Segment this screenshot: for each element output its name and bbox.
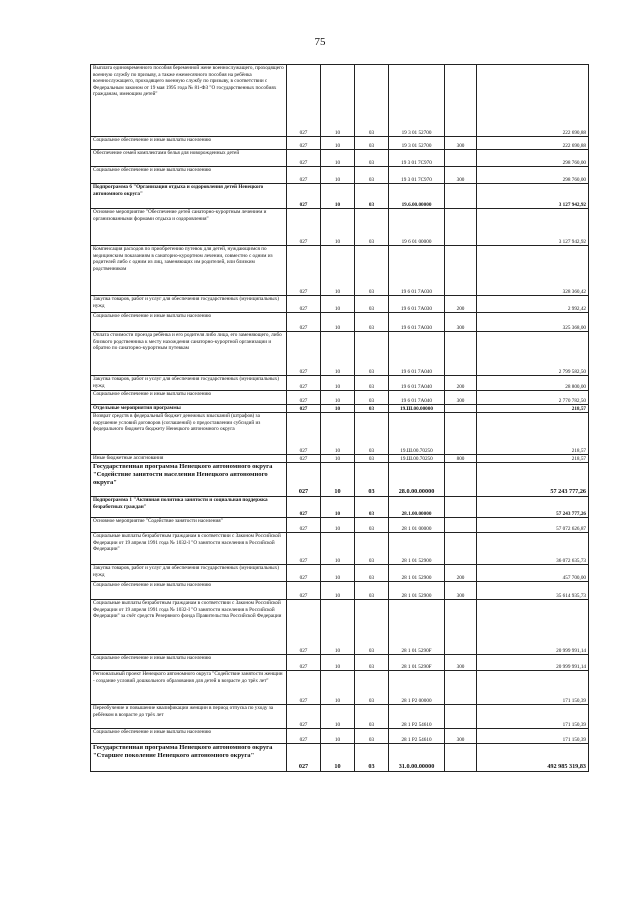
row-amount: 222 690,88 [477,65,589,137]
row-expense-type [445,209,477,246]
row-section-code: 10 [321,497,355,518]
row-expense-type [445,705,477,729]
row-target-article: 28 1 01 00000 [389,518,445,533]
row-subsection-code: 03 [355,744,389,772]
row-subsection-code: 03 [355,391,389,405]
row-target-article: 28.0.00.00000 [389,463,445,497]
row-ved-code: 027 [287,455,321,463]
row-subsection-code: 03 [355,463,389,497]
row-name: Отдельные мероприятия программы [91,405,287,413]
row-section-code: 10 [321,582,355,600]
row-expense-type [445,533,477,565]
table-row [91,376,589,391]
row-section-code: 10 [321,184,355,209]
row-section-code: 10 [321,313,355,332]
row-name: Переобучение и повышение квалификации женщин в период отпуска по уходу за ребёнком в возрасте до трёх лет [91,705,287,729]
row-amount: 57 243 777,26 [477,463,589,497]
row-name: Социальное обеспечение и иные выплаты населению [91,167,287,184]
table-row [91,405,589,413]
row-target-article: 28 1 Р2 54610 [389,729,445,744]
row-target-article: 19 3 01 52700 [389,137,445,150]
row-subsection-code: 03 [355,413,389,455]
row-section-code: 10 [321,533,355,565]
row-ved-code: 027 [287,518,321,533]
row-section-code: 10 [321,167,355,184]
row-name: Закупка товаров, работ и услуг для обеспечения государственных (муниципальных) нужд [91,296,287,313]
row-name: Социальное обеспечение и иные выплаты населению [91,655,287,671]
row-ved-code: 027 [287,184,321,209]
row-ved-code: 027 [287,463,321,497]
row-target-article: 28 1 Р2 00000 [389,671,445,705]
row-ved-code: 027 [287,655,321,671]
row-ved-code: 027 [287,744,321,772]
row-amount: 3 127 942,92 [477,209,589,246]
row-expense-type [445,671,477,705]
row-amount: 3 127 942,92 [477,184,589,209]
row-name: Социальное обеспечение и иные выплаты населению [91,582,287,600]
row-amount: 218,57 [477,455,589,463]
row-name: Закупка товаров, работ и услуг для обеспечения государственных (муниципальных) нужд [91,565,287,582]
table-row [91,518,589,533]
table-row [91,744,589,772]
row-section-code: 10 [321,413,355,455]
row-name: Возврат средств в федеральный бюджет денежных взысканий (штрафов) за нарушение условий договоров (соглашений) о предоставлении субсидий из федерального бюджета бюджету Ненецкого автономного округа [91,413,287,455]
row-amount: 218,57 [477,413,589,455]
row-expense-type [445,184,477,209]
row-name: Подпрограмма 6 "Организация отдыха и оздоровления детей Ненецкого автономного округа" [91,184,287,209]
row-section-code: 10 [321,209,355,246]
row-subsection-code: 03 [355,296,389,313]
table-row [91,150,589,167]
row-subsection-code: 03 [355,150,389,167]
row-expense-type: 300 [445,655,477,671]
row-ved-code: 027 [287,332,321,376]
row-target-article: 28 1 01 52900 [389,533,445,565]
row-expense-type: 800 [445,455,477,463]
row-subsection-code: 03 [355,705,389,729]
row-expense-type [445,463,477,497]
row-expense-type [445,65,477,137]
row-amount: 298 760,00 [477,167,589,184]
row-target-article: 19 6 01 7А030 [389,296,445,313]
row-expense-type: 300 [445,582,477,600]
row-ved-code: 027 [287,313,321,332]
row-section-code: 10 [321,565,355,582]
row-section-code: 10 [321,518,355,533]
row-section-code: 10 [321,332,355,376]
row-subsection-code: 03 [355,376,389,391]
row-amount: 35 614 935,73 [477,582,589,600]
row-section-code: 10 [321,65,355,137]
row-name: Выплата единовременного пособия беременной жене военнослужащего, проходящего военную службу по призыву, а также ежемесячного пособия на ребёнка военнослужащего, проходящего военную службу по призыву, в соответствии с Федеральным законом от 19 мая 1995 года № 81-ФЗ "О государственных пособиях гражданам, имеющим детей" [91,65,287,137]
row-target-article: 28 1 Р2 54610 [389,705,445,729]
row-expense-type: 300 [445,729,477,744]
row-ved-code: 027 [287,150,321,167]
table-row [91,729,589,744]
row-ved-code: 027 [287,565,321,582]
row-subsection-code: 03 [355,497,389,518]
row-target-article: 28 1 01 52900 [389,565,445,582]
row-section-code: 10 [321,391,355,405]
row-expense-type: 200 [445,565,477,582]
row-section-code: 10 [321,150,355,167]
row-section-code: 10 [321,744,355,772]
row-subsection-code: 03 [355,455,389,463]
row-section-code: 10 [321,463,355,497]
row-section-code: 10 [321,655,355,671]
row-target-article: 19.Ш.00.00000 [389,405,445,413]
table-row [91,184,589,209]
row-expense-type [445,246,477,296]
table-row [91,313,589,332]
row-ved-code: 027 [287,65,321,137]
row-ved-code: 027 [287,705,321,729]
row-expense-type [445,150,477,167]
row-expense-type [445,405,477,413]
row-ved-code: 027 [287,246,321,296]
row-amount: 298 760,00 [477,150,589,167]
row-section-code: 10 [321,296,355,313]
row-ved-code: 027 [287,137,321,150]
row-expense-type: 200 [445,296,477,313]
row-amount: 20 999 991,14 [477,600,589,655]
table-row [91,296,589,313]
table-row [91,565,589,582]
table-row [91,455,589,463]
row-subsection-code: 03 [355,246,389,296]
row-section-code: 10 [321,137,355,150]
row-ved-code: 027 [287,405,321,413]
row-ved-code: 027 [287,600,321,655]
row-ved-code: 027 [287,413,321,455]
row-subsection-code: 03 [355,582,389,600]
row-name: Основное мероприятие "Содействие занятости населения" [91,518,287,533]
row-ved-code: 027 [287,296,321,313]
row-amount: 328 360,42 [477,246,589,296]
row-expense-type [445,518,477,533]
row-target-article: 19 3 01 52700 [389,65,445,137]
row-section-code: 10 [321,705,355,729]
row-subsection-code: 03 [355,332,389,376]
table-row [91,705,589,729]
row-amount: 20 999 991,14 [477,655,589,671]
row-ved-code: 027 [287,671,321,705]
row-name: Социальное обеспечение и иные выплаты населению [91,729,287,744]
row-subsection-code: 03 [355,565,389,582]
row-subsection-code: 03 [355,729,389,744]
table-row [91,391,589,405]
table-row [91,65,589,137]
row-section-code: 10 [321,600,355,655]
row-amount: 2 770 782,50 [477,391,589,405]
row-subsection-code: 03 [355,65,389,137]
row-ved-code: 027 [287,729,321,744]
table-row [91,497,589,518]
table-row [91,413,589,455]
row-subsection-code: 03 [355,600,389,655]
row-expense-type: 300 [445,313,477,332]
row-target-article: 19 6 01 7А030 [389,313,445,332]
row-name: Подпрограмма 1 "Активная политика занятости и социальная поддержка безработных граждан" [91,497,287,518]
row-amount: 492 985 319,83 [477,744,589,772]
budget-table [90,64,589,772]
row-target-article: 19 6 01 7А040 [389,391,445,405]
row-expense-type [445,744,477,772]
row-name: Социальное обеспечение и иные выплаты населению [91,137,287,150]
row-amount: 218,57 [477,405,589,413]
row-subsection-code: 03 [355,518,389,533]
row-expense-type: 300 [445,391,477,405]
row-expense-type [445,332,477,376]
row-amount: 171 150,39 [477,671,589,705]
row-target-article: 31.0.00.00000 [389,744,445,772]
table-row [91,655,589,671]
row-amount: 36 072 635,73 [477,533,589,565]
table-row [91,332,589,376]
row-amount: 457 700,00 [477,565,589,582]
row-target-article: 28.1.00.00000 [389,497,445,518]
row-subsection-code: 03 [355,167,389,184]
row-name: Основное мероприятие "Обеспечение детей санаторно-курортным лечением и организованными формами отдыха и оздоровления" [91,209,287,246]
table-row [91,463,589,497]
row-section-code: 10 [321,455,355,463]
row-expense-type [445,497,477,518]
row-name: Государственная программа Ненецкого автономного округа "Старшее поколение Ненецкого автономного округа" [91,744,287,772]
row-subsection-code: 03 [355,137,389,150]
row-amount: 2 799 582,50 [477,332,589,376]
table-row [91,600,589,655]
table-row [91,533,589,565]
row-section-code: 10 [321,376,355,391]
row-name: Социальное обеспечение и иные выплаты населению [91,313,287,332]
row-subsection-code: 03 [355,209,389,246]
row-amount: 171 150,39 [477,705,589,729]
row-ved-code: 027 [287,533,321,565]
row-target-article: 19.Ш.00.70250 [389,413,445,455]
row-amount: 57 072 626,87 [477,518,589,533]
row-target-article: 19 6 01 00000 [389,209,445,246]
row-subsection-code: 03 [355,313,389,332]
row-ved-code: 027 [287,376,321,391]
row-expense-type [445,413,477,455]
row-subsection-code: 03 [355,655,389,671]
row-subsection-code: 03 [355,671,389,705]
row-name: Государственная программа Ненецкого автономного округа "Содействие занятости населения Ненецкого автономного округа" [91,463,287,497]
row-ved-code: 027 [287,167,321,184]
row-subsection-code: 03 [355,533,389,565]
row-subsection-code: 03 [355,405,389,413]
row-ved-code: 027 [287,209,321,246]
row-target-article: 19 3 01 7С970 [389,167,445,184]
row-target-article: 19 6 01 7А040 [389,332,445,376]
row-expense-type: 300 [445,167,477,184]
table-row [91,167,589,184]
row-section-code: 10 [321,246,355,296]
row-ved-code: 027 [287,391,321,405]
row-section-code: 10 [321,405,355,413]
row-name: Обеспечение семей комплектами белья для новорожденных детей [91,150,287,167]
table-row [91,137,589,150]
row-target-article: 19.6.00.00000 [389,184,445,209]
row-ved-code: 027 [287,497,321,518]
row-name: Социальные выплаты безработным гражданам в соответствии с Законом Российской Федерации от 19 апреля 1991 года № 1032-I "О занятости населения в Российской Федерации" [91,533,287,565]
row-target-article: 28 1 01 5290F [389,655,445,671]
row-name: Компенсация расходов по приобретению путевок для детей, нуждающимся по медицинским показаниям в санаторно-курортном лечении, совместно с одним из родителей либо с одним из лиц, заменяющих им родителей, или близким родственником [91,246,287,296]
row-name: Закупка товаров, работ и услуг для обеспечения государственных (муниципальных) нужд [91,376,287,391]
row-section-code: 10 [321,729,355,744]
row-amount: 325 368,00 [477,313,589,332]
row-subsection-code: 03 [355,184,389,209]
row-target-article: 28 1 01 5290F [389,600,445,655]
row-target-article: 19 3 01 7С970 [389,150,445,167]
row-target-article: 19 6 01 7А040 [389,376,445,391]
table-row [91,246,589,296]
row-name: Социальные выплаты безработным гражданам в соответствии с Законом Российской Федерации от 19 апреля 1991 года № 1032-I "О занятости населения в Российской Федерации" за счёт средств Резервного фонда Правительства Российской Федерации [91,600,287,655]
row-expense-type: 300 [445,137,477,150]
table-row [91,582,589,600]
row-amount: 28 800,00 [477,376,589,391]
row-target-article: 28 1 01 52900 [389,582,445,600]
row-expense-type [445,600,477,655]
row-ved-code: 027 [287,582,321,600]
table-row [91,209,589,246]
row-amount: 2 992,42 [477,296,589,313]
row-amount: 57 243 777,26 [477,497,589,518]
table-row [91,671,589,705]
row-name: Социальное обеспечение и иные выплаты населению [91,391,287,405]
row-section-code: 10 [321,671,355,705]
row-target-article: 19 6 01 7А030 [389,246,445,296]
row-name: Региональный проект Ненецкого автономного округа "Содействие занятости женщин - создание условий дошкольного образования для детей в возрасте до трёх лет" [91,671,287,705]
row-amount: 222 690,88 [477,137,589,150]
row-amount: 171 150,39 [477,729,589,744]
page-number: 75 [314,36,326,48]
row-target-article: 19.Ш.00.70250 [389,455,445,463]
row-expense-type: 200 [445,376,477,391]
row-name: Иные бюджетные ассигнования [91,455,287,463]
row-name: Оплата стоимости проезда ребёнка и его родителя либо лица, его заменяющего, либо близкого родственника к месту нахождения санаторно-курортной организации и обратно по санаторно-курортным путевкам [91,332,287,376]
